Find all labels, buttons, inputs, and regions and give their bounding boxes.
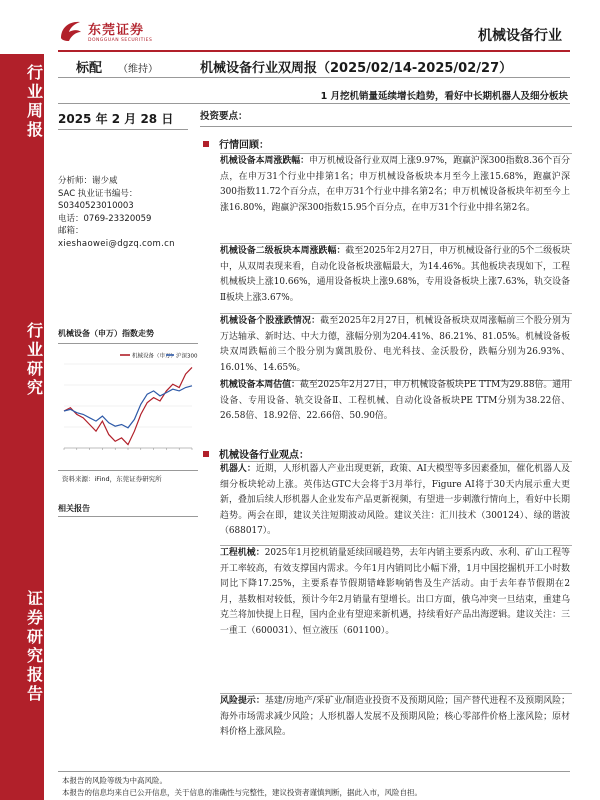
sidebar-label-report: 证券研究报告 — [24, 590, 44, 704]
paragraph-risk-warning — [220, 694, 570, 741]
section-industry-view — [200, 446, 309, 461]
bullet-square-icon — [203, 141, 209, 147]
analyst-cert-no: S0340523010003 — [58, 201, 134, 211]
logo-text-en: DONGGUAN SECURITIES — [88, 38, 153, 43]
footer-divider — [58, 771, 570, 772]
related-divider — [58, 516, 198, 517]
paragraph-valuation — [220, 378, 570, 425]
paragraph-robotics-body: 近期，人形机器人产业出现更新，政策、AI大模型等多因素叠加，催化机器人及细分板块轮动上涨。英伟达GTC大会将于3月举行，Figure AI将于30天内展示重大更新，叠加后续人形机器人企业发布产品更新视频，有望进一步刺激行情向上，看好中长期趋势。两会在即，建议关注短期波动风险。建议关注：汇川技术（300124）、绿的谐波（688017）。 — [220, 464, 571, 537]
date-divider — [58, 129, 188, 130]
main-content — [200, 108, 572, 738]
paragraph-weekly-change-title: 机械设备本周涨跌幅： — [220, 156, 310, 166]
footer-disclaimer — [62, 775, 422, 799]
header-divider — [58, 50, 570, 52]
sidebar-label-weekly: 行业周报 — [24, 64, 44, 140]
industry-title: 机械设备行业 — [478, 28, 562, 44]
chart-source: 资料来源：iFind，东莞证券研究所 — [62, 475, 162, 483]
legend-label-b: 沪深300 — [176, 353, 198, 360]
paragraph-stock-moves-body: 截至2025年2月27日，机械设备板块双周涨幅前三个股分别为万达轴承、新时达、中大力德，涨幅分别为204.41%、86.21%、81.05%。机械设备板块双周跌幅前三个股分别为冀凯股份、电光科技、金沃股份，跌幅分别为26.93%、16.01%、14.65%。 — [220, 316, 570, 373]
rating-label: 标配 — [76, 61, 103, 76]
chart-series-line-2 — [64, 386, 192, 428]
subtitle-divider — [58, 103, 570, 104]
section-industry-view-label: 机械设备行业观点： — [219, 450, 309, 461]
index-chart — [58, 328, 198, 471]
paragraph-risk-warning-title: 风险提示： — [220, 696, 265, 706]
analyst-email[interactable]: xieshaowei@dgzq.com.cn — [58, 238, 175, 249]
paragraph-valuation-body: 截至2025年2月27日，申万机械设备板块PE TTM为29.88倍。通用设备、专用设备、轨交设备Ⅱ、工程机械、自动化设备板块PE TTM分别为38.22倍、26.58倍、18.92倍、22.66倍、50.90倍。 — [220, 380, 571, 422]
report-title: 机械设备行业双周报（2025/02/14-2025/02/27） — [200, 61, 513, 76]
rating-sub: （维持） — [118, 64, 158, 75]
paragraph-risk-warning-body: 基建/房地产/采矿业/制造业投资不及预期风险；国产替代进程不及预期风险；海外市场需求减少风险；人形机器人发展不及预期风险；核心零部件价格上涨风险；原材料价格上涨风险。 — [220, 696, 571, 738]
analyst-cert-label: SAC 执业证书编号： — [58, 188, 138, 199]
analyst-info — [58, 175, 175, 250]
section-market-review — [200, 136, 269, 151]
analyst-name: 分析师：谢少威 — [58, 176, 118, 186]
paragraph-stock-moves-title: 机械设备个股涨跌情况： — [220, 316, 321, 326]
key-points-divider — [200, 126, 572, 127]
chart-bottom-divider — [58, 470, 198, 471]
sidebar-label-research: 行业研究 — [24, 322, 44, 398]
footer-risk-level: 本报告的风险等级为中高风险。 — [62, 776, 167, 785]
paragraph-valuation-title: 机械设备本周估值： — [220, 380, 300, 390]
paragraph-construction-machinery-title: 工程机械： — [220, 548, 265, 558]
section-market-review-label: 行情回顾： — [219, 140, 269, 151]
paragraph-construction-machinery — [220, 546, 570, 640]
chart-title: 机械设备（申万）指数走势 — [58, 329, 154, 338]
paragraph-subsector-change-title: 机械设备二级板块本周涨跌幅： — [220, 246, 346, 256]
footer-source-note: 本报告的信息均来自已公开信息，关于信息的准确性与完整性，建议投资者谨慎判断，据此入市，风险自担。 — [62, 788, 422, 797]
chart-plot — [58, 348, 198, 468]
paragraph-weekly-change-body: 申万机械设备行业双周上涨9.97%，跑赢沪深300指数8.36个百分点，在申万31个行业中排第1名；申万机械设备板块本月至今上涨15.68%，跑赢沪深300指数11.72个百分点，在申万31个行业中排名第2名；申万机械设备板块年初至今上涨16.80%，跑赢沪深300指数15.95个百分点，在申万31个行业中排名第2名。 — [220, 156, 570, 213]
paragraph-subsector-change-body: 截至2025年2月27日，申万机械设备行业的5个二级板块中，从双周表现来看，自动化设备板块涨幅最大，为14.46%。其他板块表现如下，工程机械板块上涨10.66%，通用设备板块上涨9.68%，专用设备板块上涨7.63%，轨交设备Ⅱ板块上涨3.67%。 — [220, 246, 571, 303]
paragraph-stock-moves — [220, 314, 570, 376]
paragraph-robotics — [220, 462, 570, 540]
paragraph-robotics-title: 机器人： — [220, 464, 256, 474]
paragraph-subsector-change — [220, 244, 570, 306]
company-logo — [58, 18, 152, 44]
report-subtitle: 1 月挖机销量延续增长趋势，看好中长期机器人及细分板块 — [320, 91, 568, 102]
analyst-email-label: 邮箱： — [58, 226, 84, 236]
report-date: 2025 年 2 月 28 日 — [58, 112, 174, 126]
analyst-phone: 电话：0769-23320059 — [58, 213, 152, 224]
paragraph-weekly-change — [220, 154, 570, 216]
related-reports-title: 相关报告 — [58, 504, 90, 513]
title-divider — [58, 77, 570, 78]
legend-label-a: 机械设备（申万） — [132, 353, 177, 360]
page-header — [0, 0, 600, 54]
sidebar — [0, 54, 44, 800]
logo-text-cn: 东莞证券 — [88, 23, 145, 38]
bullet-square-icon — [203, 451, 209, 457]
paragraph-construction-machinery-body: 2025年1月挖机销量延续回暖趋势，去年内销主要系内政、水利、矿山工程等开工率较高，有效支撑国内需求。今年1月内销同比小幅下滑，1月中国挖掘机开工小时数同比下降17.25%，主要系春节假期错峰影响销售及生产活动。由于去年春节假期在2月，基数相对较低，预计今年2月销量有望增长。出口方面，俄乌冲突一旦结束，重建乌克兰将加快提上日程，国内企业有望迎来新机遇，持续看好产品出海逻辑。建议关注：三一重工（600031）、恒立液压（601100）。 — [220, 548, 571, 636]
dongguan-securities-logo-icon — [58, 18, 84, 44]
key-points-heading: 投资要点： — [200, 111, 248, 122]
chart-top-divider — [58, 343, 198, 344]
